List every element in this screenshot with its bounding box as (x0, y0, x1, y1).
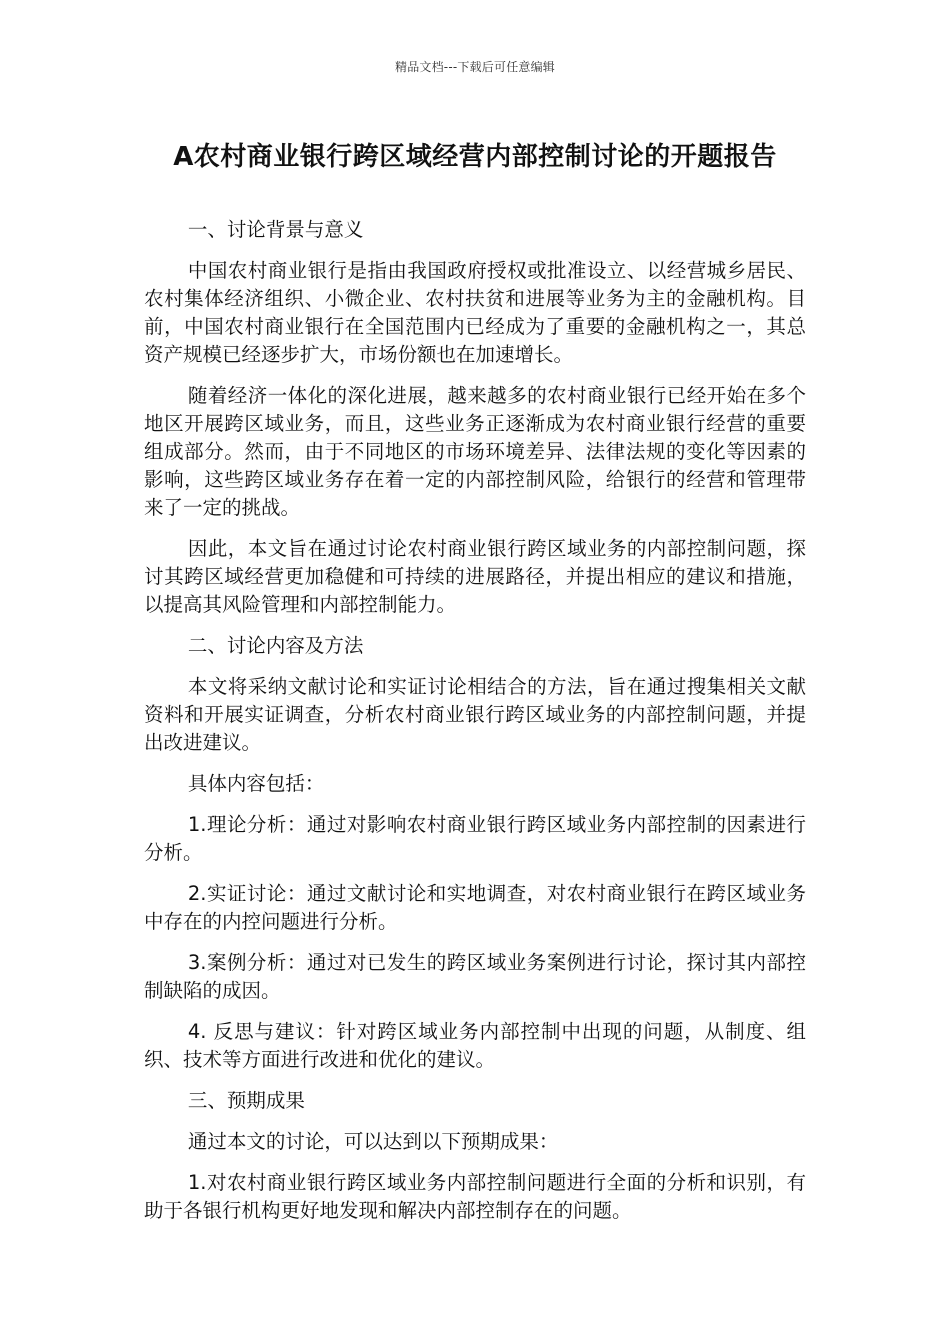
paragraph: 通过本文的讨论，可以达到以下预期成果： (187, 1130, 559, 1153)
section-heading-expected-results: 三、预期成果 (187, 1089, 305, 1112)
paragraph: 中国农村商业银行是指由我国政府授权或批准设立、以经营城乡居民、农村集体经济组织、小微企业、农村扶贫和进展等业务为主的金融机构。目前，中国农村商业银行在全国范围内已经成为了重要的金融机构之一，其总资产规模已经逐步扩大，市场份额也在加速增长。 (144, 259, 806, 366)
paragraph: 具体内容包括： (187, 772, 325, 795)
paragraph: 随着经济一体化的深化进展，越来越多的农村商业银行已经开始在多个地区开展跨区域业务，而且，这些业务正逐渐成为农村商业银行经营的重要组成部分。然而，由于不同地区的市场环境差异、法律法规的变化等因素的影响，这些跨区域业务存在着一定的内部控制风险，给银行的经营和管理带来了一定的挑战。 (144, 384, 806, 519)
document-title: A农村商业银行跨区域经营内部控制讨论的开题报告 (173, 142, 777, 172)
paragraph: 本文将采纳文献讨论和实证讨论相结合的方法，旨在通过搜集相关文献资料和开展实证调查，分析农村商业银行跨区域业务的内部控制问题，并提出改进建议。 (144, 675, 806, 754)
section-heading-content-method: 二、讨论内容及方法 (187, 634, 364, 657)
list-item: 1.理论分析：通过对影响农村商业银行跨区域业务内部控制的因素进行分析。 (144, 813, 806, 864)
list-item: 1.对农村商业银行跨区域业务内部控制问题进行全面的分析和识别，有助于各银行机构更好地发现和解决内部控制存在的问题。 (144, 1171, 806, 1222)
section-heading-background: 一、讨论背景与意义 (187, 218, 364, 241)
document-body (144, 216, 806, 1238)
page-header-note: 精品文档---下载后可任意编辑 (395, 60, 555, 74)
list-item: 4. 反思与建议：针对跨区域业务内部控制中出现的问题，从制度、组织、技术等方面进行改进和优化的建议。 (144, 1020, 806, 1071)
list-item: 2.实证讨论：通过文献讨论和实地调查，对农村商业银行在跨区域业务中存在的内控问题进行分析。 (144, 882, 806, 933)
paragraph: 因此，本文旨在通过讨论农村商业银行跨区域业务的内部控制问题，探讨其跨区域经营更加稳健和可持续的进展路径，并提出相应的建议和措施，以提高其风险管理和内部控制能力。 (144, 537, 806, 616)
list-item: 3.案例分析：通过对已发生的跨区域业务案例进行讨论，探讨其内部控制缺陷的成因。 (144, 951, 806, 1002)
